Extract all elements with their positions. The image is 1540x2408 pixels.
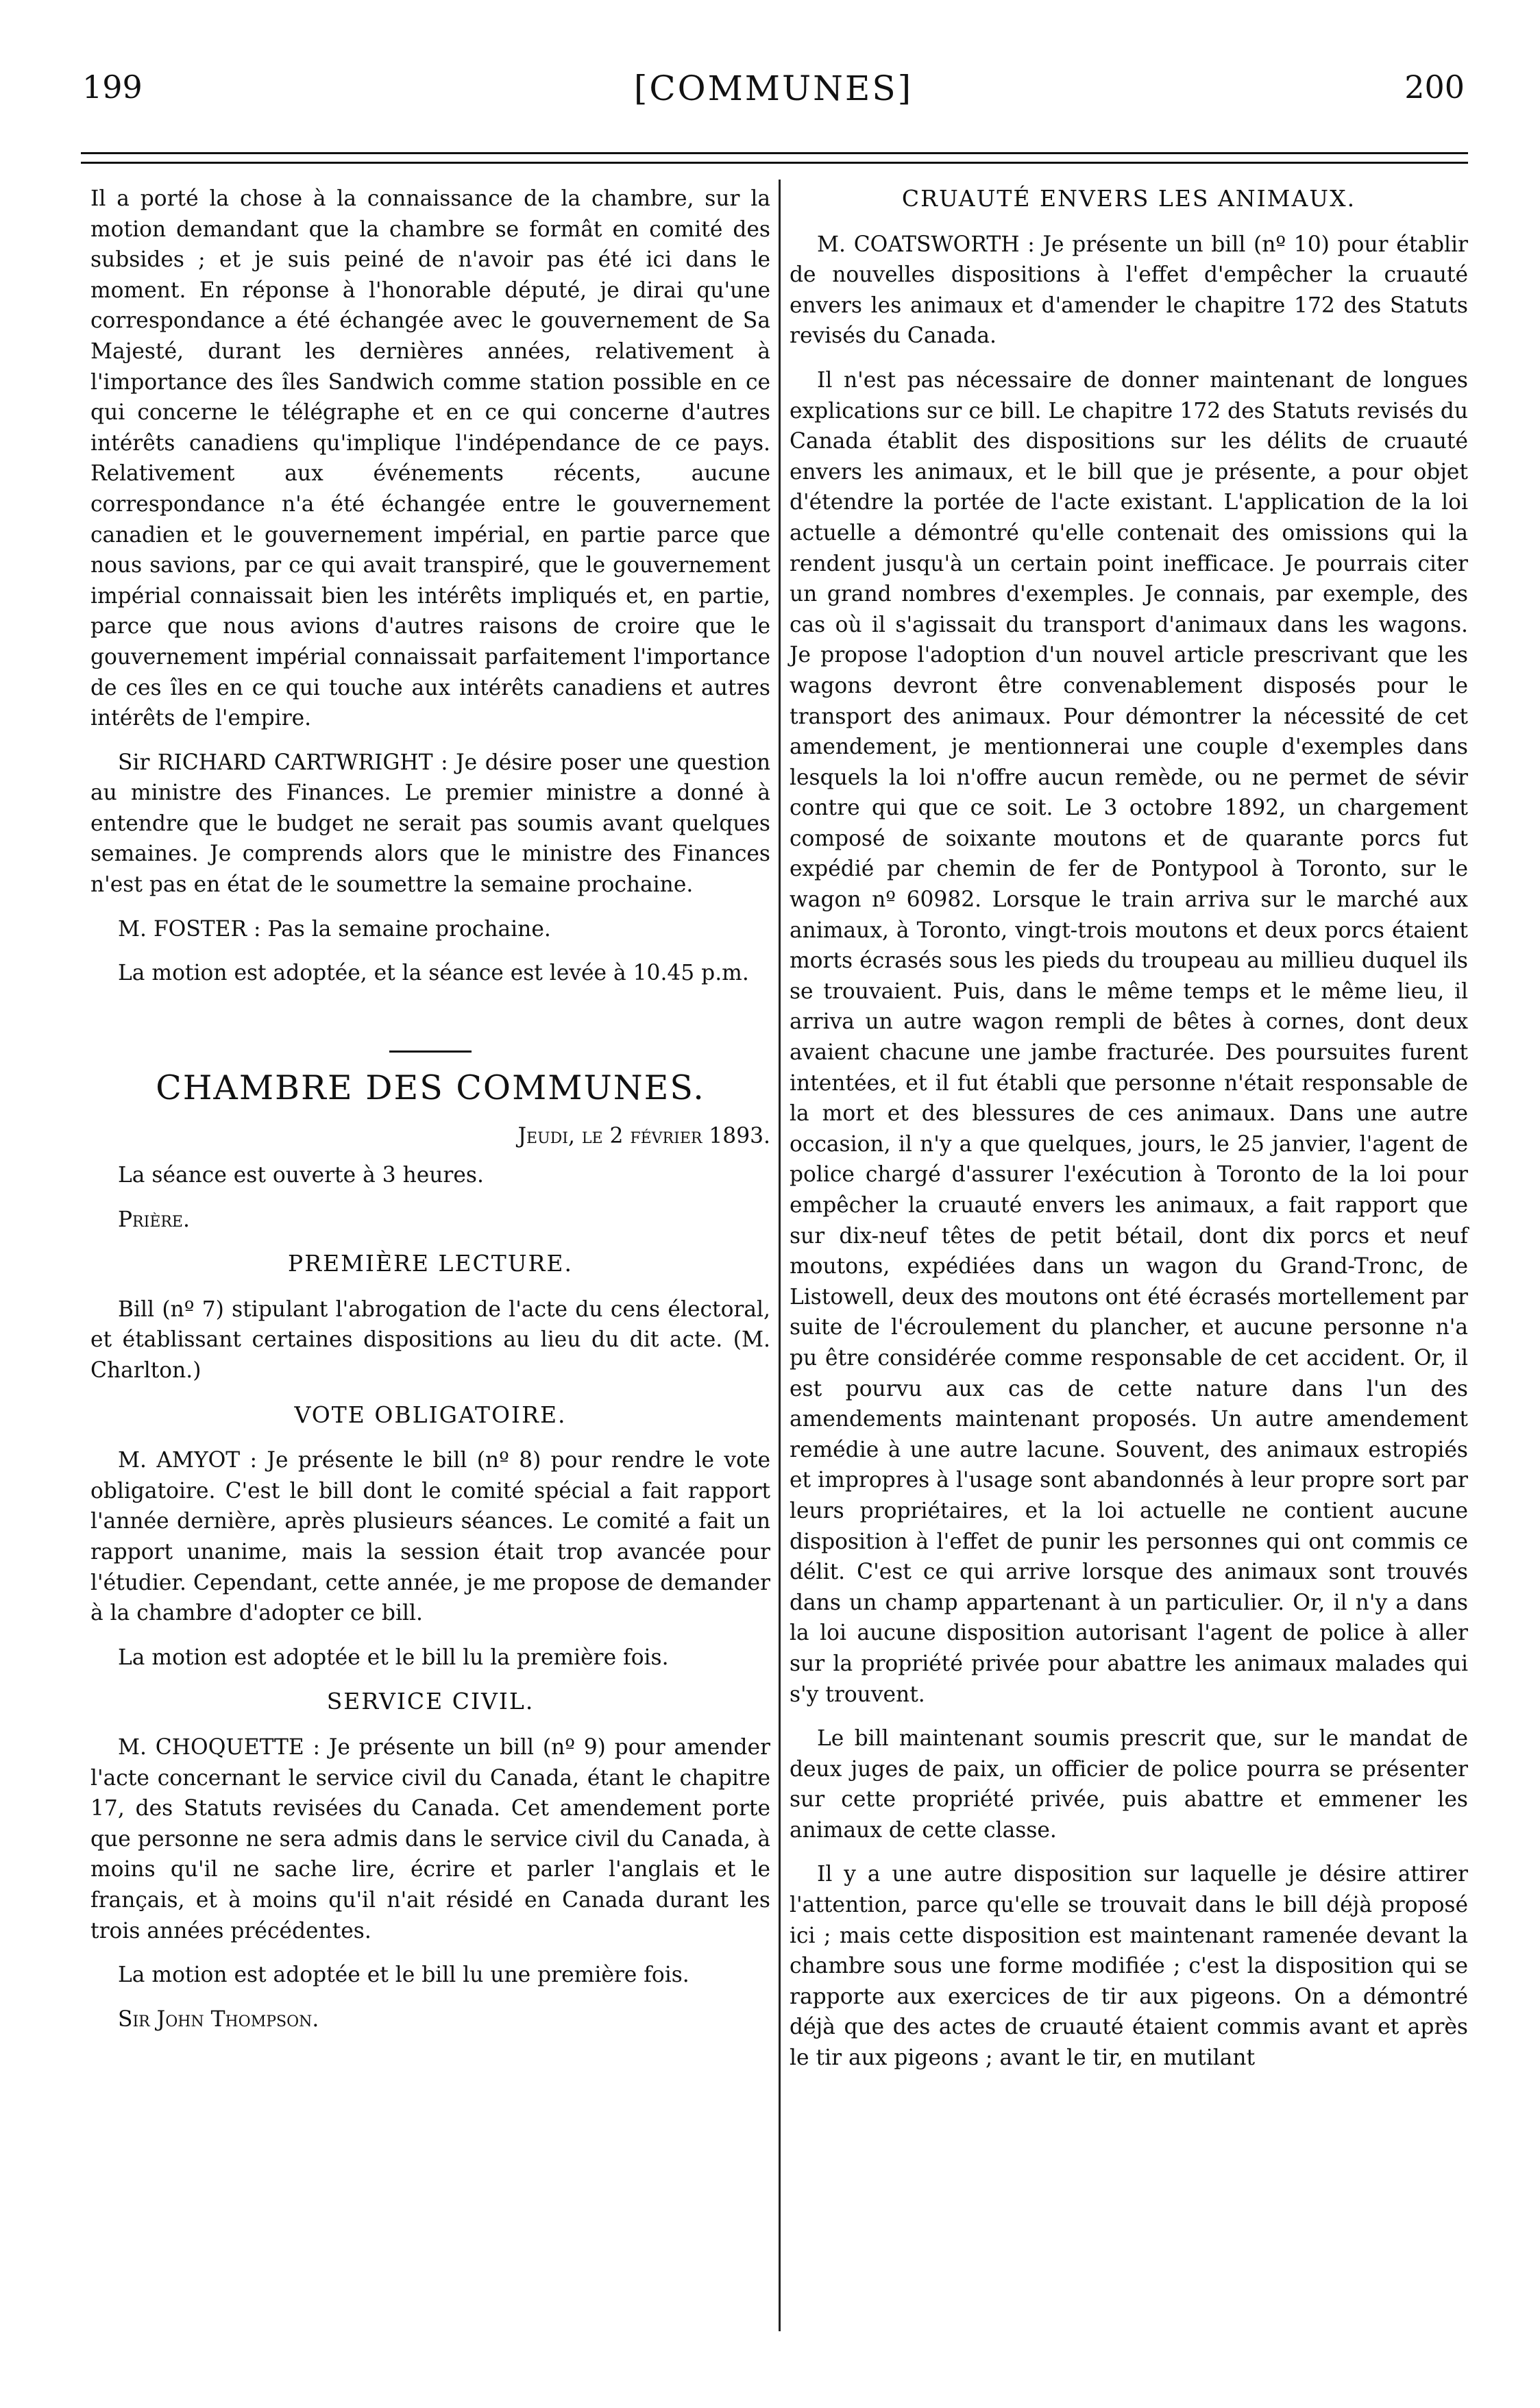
paragraph: Le bill maintenant soumis prescrit que, sur le mandat de deux juges de paix, un officier de police pourra se présenter sur cette propriété privée, puis abattre et emmener les animaux de cette classe. (790, 1726, 1468, 1843)
column-divider (779, 180, 781, 2331)
paragraph: M. COATSWORTH : Je présente un bill (nº 10) pour établir de nouvelles dispositions à l'effet d'empêcher la cruauté envers les animaux et d'amender le chapitre 172 des Statuts revisés du Canada. (790, 232, 1468, 349)
paragraph: M. FOSTER : Pas la semaine prochaine. (118, 916, 551, 942)
paragraph: La motion est adoptée et le bill lu une première fois. (118, 1963, 689, 1988)
paragraph: Il n'est pas nécessaire de donner maintenant de longues explications sur ce bill. Le chapitre 172 des Statuts revisés du Canada établit des dispositions sur les délits de cruauté envers les animaux, et le bill que je présente, a pour objet d'étendre la portée de l'acte existant. L'application de la loi actuelle a démontré qu'elle contenait des omissions qui la rendent jusqu'à un certain point inefficace. Je pourrais citer un grand nombres d'exemples. Je connais, par exemple, des cas où il s'agissait du transport d'animaux dans les wagons. Je propose l'adoption d'un nouvel article prescrivant que les wagons devront être convenablement disposés pour le transport des animaux. Pour démontrer la nécessité de cet amendement, je mentionnerai une couple d'exemples dans lesquels la loi n'offre aucun remède, ou ne permet de sévir contre qui que ce soit. Le 3 octobre 1892, un chargement composé de soixante moutons et de quarante porcs fut expédié par chemin de fer de Pontypool à Toronto, sur le wagon nº 60982. Lorsque le train arriva sur le marché aux animaux, à Toronto, vingt-trois moutons et deux porcs étaient morts écrasés sous les pieds du troupeau au millieu duquel ils se trouvaient. Puis, dans le même temps et le même lieu, il arriva un autre wagon rempli de bêtes à cornes, dont deux avaient chacune une jambe fracturée. Des poursuites furent intentées, et il fut établi que personne n'était responsable de la mort et des blessures de ces animaux. Dans une autre occasion, il n'y a que quelques, jours, le 25 janvier, l'agent de police chargé d'assurer l'exécution à Toronto de la loi pour empêcher la cruauté envers les animaux, a fait rapport que sur dix-neuf têtes de petit bétail, dont dix porcs et neuf moutons, expédiées dans un wagon du Grand-Tronc, de Listowell, deux des moutons ont été écrasés mortellement par suite de l'écroulement du plancher, et aucune personne n'a pu être considérée comme responsable de cet accident. Or, il est pourvu aux cas de cette nature dans l'un des amendements maintenant proposés. Un autre amendement remédie à une autre lacune. Souvent, des animaux estropiés et impropres à l'usage sont abandonnés à leur propre sort par leurs propriétaires, et la loi actuelle ne contient aucune disposition à l'effet de punir les personnes qui ont commis ce délit. C'est ce qui arrive lorsque des animaux sont trouvés dans un champ appartenant à un particulier. Or, il n'y a dans la loi aucune disposition autorisant l'agent de police à aller sur la propriété privée pour abattre les animaux malades qui s'y trouvent. (790, 367, 1468, 1707)
paragraph: Il a porté la chose à la connaissance de la chambre, sur la motion demandant que la chambre se formât en comité des subsides ; et je suis peiné de n'avoir pas été ici dans le moment. En réponse à l'honorable député, je dirai qu'une correspondance a été échangée avec le gouvernement de Sa Majesté, durant les dernières années, relativement à l'importance des îles Sandwich comme station possible en ce qui concerne le télégraphe et en ce qui concerne d'autres intérêts canadiens qu'implique l'indépendance de ce pays. Relativement aux événements récents, aucune correspondance n'a été échangée entre le gouvernement canadien et le gouvernement impérial, en partie parce que nous savions, par ce qui avait transpiré, que le gouvernement impérial connaissait bien les intérêts impliqués et, en partie, parce que nous avions d'autres raisons de croire que le gouvernement impérial connaissait parfaitement l'importance de ces îles en ce qui touche aux intérêts canadiens et autres intérêts de l'empire. (90, 186, 770, 731)
paragraph: La motion est adoptée, et la séance est levée à 10.45 p.m. (118, 961, 749, 986)
paragraph: M. CHOQUETTE : Je présente un bill (nº 9) pour amender l'acte concernant le service civil du Canada, étant le chapitre 17, des Statuts revisées du Canada. Cet amendement porte que personne ne sera admis dans le service civil du Canada, à moins qu'il ne sache lire, écrire et parler l'anglais et le français, et à moins qu'il n'ait résidé en Canada durant les trois années précédentes. (90, 1734, 770, 1943)
paragraph: Sir RICHARD CARTWRIGHT : Je désire poser une question au ministre des Finances. Le premier ministre a donné à entendre que le budget ne serait pas soumis avant quelques semaines. Je comprends alors que le ministre des Finances n'est pas en état de le soumettre la semaine prochaine. (90, 750, 770, 898)
running-title: [COMMUNES] (633, 69, 914, 108)
page-header (82, 69, 1465, 116)
section-heading: CRUAUTÉ ENVERS LES ANIMAUX. (901, 185, 1356, 212)
paragraph: La séance est ouverte à 3 heures. (118, 1163, 484, 1188)
section-heading: SERVICE CIVIL. (326, 1688, 535, 1715)
section-separator (389, 1051, 472, 1053)
section-heading: PREMIÈRE LECTURE. (288, 1250, 573, 1277)
page-number-right: 200 (1404, 69, 1465, 106)
paragraph: Il y a une autre disposition sur laquelle je désire attirer l'attention, parce qu'elle se trouvait dans le bill déjà proposé ici ; mais cette disposition est maintenant ramenée devant la chambre sous une forme modifiée ; c'est la disposition qui se rapporte aux exercices de tir aux pigeons. On a démontré déjà que des actes de cruauté étaient commis avant et après le tir aux pigeons ; avant le tir, en mutilant (790, 1862, 1468, 2071)
session-date: Jeudi, le 2 février 1893. (517, 1124, 770, 1149)
section-heading: VOTE OBLIGATOIRE. (294, 1401, 567, 1428)
left-column (90, 184, 770, 2035)
header-rule-top (81, 152, 1468, 154)
chamber-title: CHAMBRE DES COMMUNES. (156, 1068, 705, 1107)
header-rule-bottom (81, 162, 1468, 164)
paragraph: M. AMYOT : Je présente le bill (nº 8) pour rendre le vote obligatoire. C'est le bill dont le comité spécial a fait rapport l'année dernière, après plusieurs séances. Le comité a fait un rapport unanime, mais la session était trop avancée pour l'étudier. Cependant, cette année, je me propose de demander à la chambre d'adopter ce bill. (90, 1448, 770, 1626)
paragraph: Bill (nº 7) stipulant l'abrogation de l'acte du cens électoral, et établissant certaines dispositions au lieu du dit acte. (M. Charlton.) (90, 1297, 770, 1383)
prayer-label: Prière. (118, 1207, 190, 1232)
signoff: Sir John Thompson. (118, 2006, 319, 2032)
page-number-left: 199 (82, 69, 143, 106)
right-column (790, 184, 1468, 2087)
paragraph: La motion est adoptée et le bill lu la première fois. (118, 1645, 669, 1670)
